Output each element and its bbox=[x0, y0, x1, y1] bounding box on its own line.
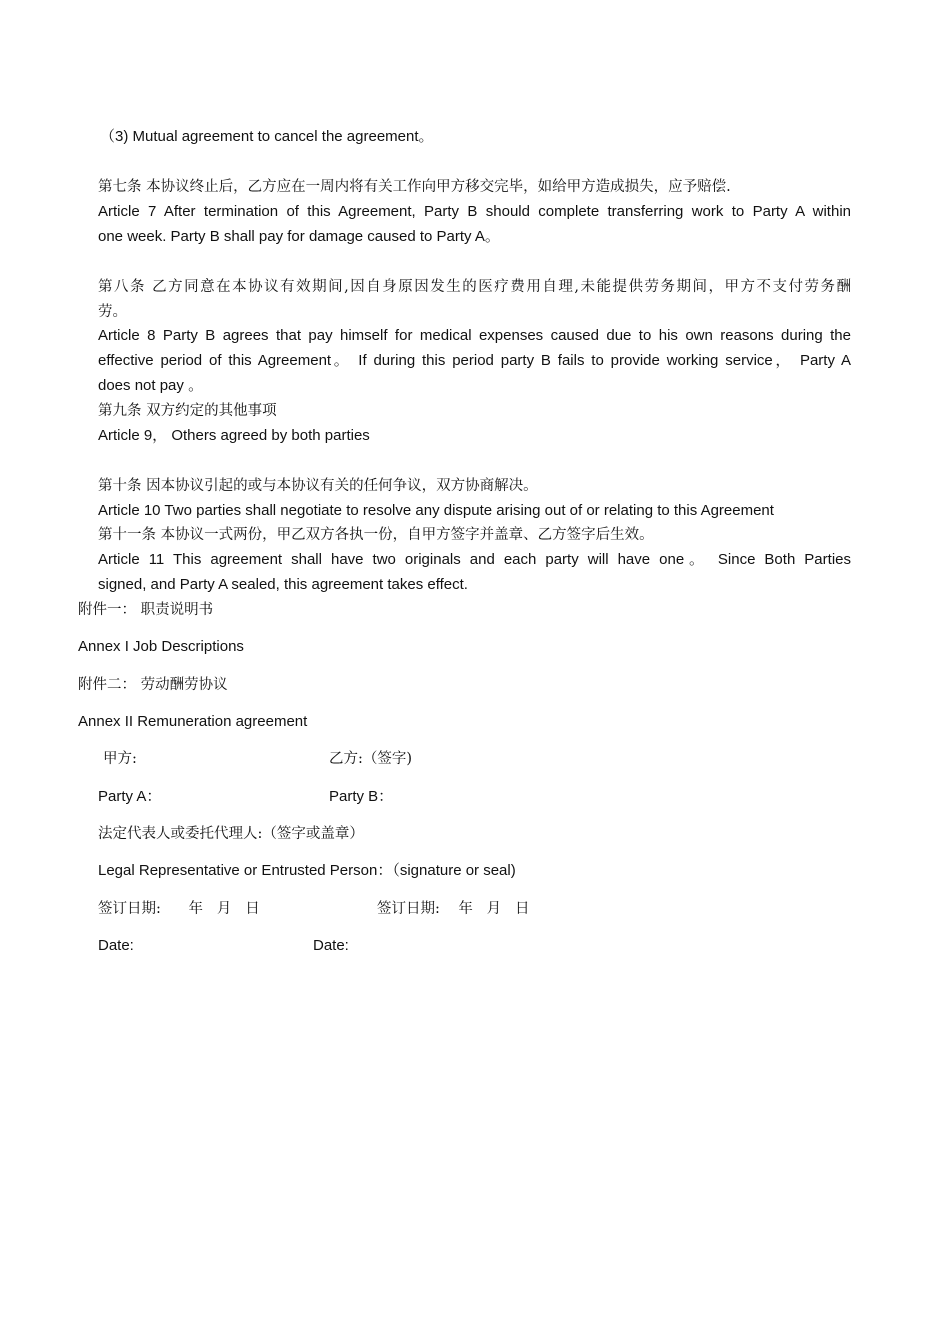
article-10-zh: 第十条 因本协议引起的或与本协议有关的任何争议，双方协商解决。 bbox=[98, 478, 538, 494]
date-en-b: Date: bbox=[313, 937, 349, 954]
party-b-en-label: Party B： bbox=[329, 788, 394, 805]
representative-zh-label: 法定代表人或委托代理人:（签字或盖章） bbox=[98, 826, 364, 842]
party-a-zh-label: 甲方: bbox=[103, 751, 137, 767]
cancel-item: （3) Mutual agreement to cancel the agreement。 bbox=[100, 128, 434, 145]
article-7-en-line-2: one week. Party B shall pay for damage caused to Party A。 bbox=[98, 228, 500, 245]
article-11-en-line-1: Article 11 This agreement shall have two originals and each party will have one。 Since Both Parties bbox=[98, 551, 851, 568]
date-en-a: Date: bbox=[98, 937, 134, 954]
article-11-en-line-2: signed, and Party A sealed, this agreement takes effect. bbox=[98, 576, 468, 593]
article-7-zh: 第七条 本协议终止后，乙方应在一周内将有关工作向甲方移交完毕，如给甲方造成损失，应予赔偿. bbox=[98, 179, 731, 195]
party-a-en-label: Party A： bbox=[98, 788, 162, 805]
article-8-en-line-3: does not pay 。 bbox=[98, 377, 204, 394]
annex-1-en: Annex I Job Descriptions bbox=[78, 638, 244, 655]
article-7-en-line-1: Article 7 After termination of this Agreement, Party B should complete transferring work to Party A within bbox=[98, 203, 851, 220]
article-8-zh-line-1: 第八条 乙方同意在本协议有效期间,因自身原因发生的医疗费用自理,未能提供劳务期间，甲方不支付劳务酬 bbox=[98, 279, 851, 295]
article-9-en: Article 9， Others agreed by both parties bbox=[98, 427, 370, 444]
article-8-zh-line-2: 劳。 bbox=[98, 304, 127, 320]
representative-en-label: Legal Representative or Entrusted Person：（signature or seal) bbox=[98, 862, 516, 879]
article-8-en-line-2: effective period of this Agreement。 If during this period party B fails to provide working service， Party A bbox=[98, 352, 851, 369]
annex-2-en: Annex II Remuneration agreement bbox=[78, 713, 308, 730]
annex-2-zh: 附件二： 劳动酬劳协议 bbox=[78, 677, 228, 693]
article-10-en: Article 10 Two parties shall negotiate to resolve any dispute arising out of or relating to this Agreement bbox=[98, 502, 774, 519]
article-11-zh: 第十一条 本协议一式两份，甲乙双方各执一份，自甲方签字并盖章、乙方签字后生效。 bbox=[98, 527, 654, 543]
article-9-zh: 第九条 双方约定的其他事项 bbox=[98, 403, 277, 419]
sign-date-zh-b: 签订日期: 年 月 日 bbox=[377, 901, 530, 917]
article-8-en-line-1: Article 8 Party B agrees that pay himself for medical expenses caused due to his own reasons during the bbox=[98, 327, 851, 344]
sign-date-zh-a: 签订日期: 年 月 日 bbox=[98, 901, 260, 917]
annex-1-zh: 附件一： 职责说明书 bbox=[78, 602, 214, 618]
party-b-zh-label: 乙方:（签字) bbox=[329, 751, 413, 767]
